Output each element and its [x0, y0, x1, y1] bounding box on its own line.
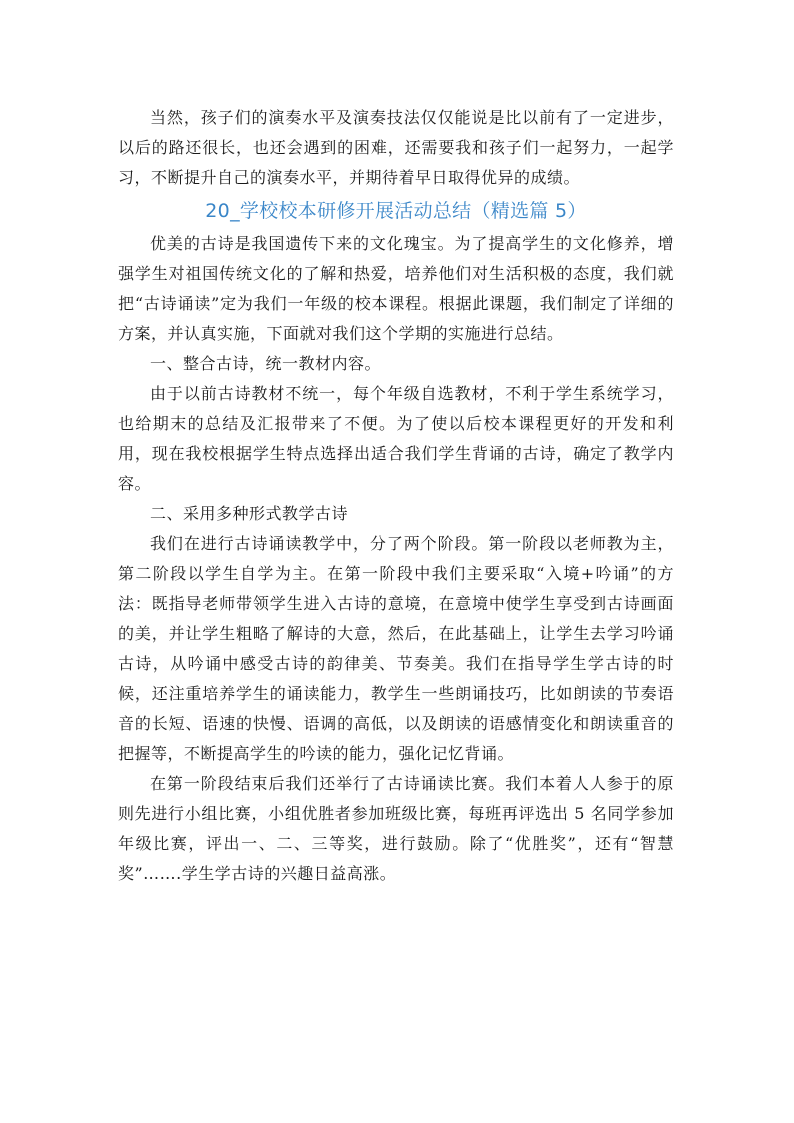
paragraph-section-2: 我们在进行古诗诵读教学中，分了两个阶段。第一阶段以老师教为主，第二阶段以学生自学为主。在第一阶段中我们主要采取“入境+吟诵”的方法：既指导老师带领学生进入古诗的意境，在意境中使学生享受到古诗画面的美，并让学生粗略了解诗的大意，然后，在此基础上，让学生去学习吟诵古诗，从吟诵中感受古诗的韵律美、节奏美。我们在指导学生学古诗的时候，还注重培养学生的诵读能力，教学生一些朗诵技巧，比如朗读的节奏语音的长短、语速的快慢、语调的高低，以及朗读的语感情变化和朗读重音的把握等，不断提高学生的吟读的能力，强化记忆背诵。: [118, 534, 674, 763]
paragraph-competition: 在第一阶段结束后我们还举行了古诗诵读比赛。我们本着人人参于的原则先进行小组比赛，小组优胜者参加班级比赛，每班再评选出 5 名同学参加年级比赛，评出一、二、三等奖，进行鼓励。除了“优胜奖”，还有“智慧奖”…….学生学古诗的兴趣日益高涨。: [118, 774, 674, 883]
document-page: [118, 103, 674, 889]
section-title: 20_学校校本研修开展活动总结（精选篇 5）: [205, 200, 587, 222]
section-heading-2: 二、采用多种形式教学古诗: [150, 504, 349, 523]
paragraph-section-1: 由于以前古诗教材不统一，每个年级自选教材，不利于学生系统学习，也给期末的总结及汇报带来了不便。为了使以后校本课程更好的开发和利用，现在我校根据学生特点选择出适合我们学生背诵的古诗，确定了教学内容。: [118, 384, 674, 493]
intro-paragraph: 当然，孩子们的演奏水平及演奏技法仅仅能说是比以前有了一定进步，以后的路还很长，也还会遇到的困难，还需要我和孩子们一起努力，一起学习，不断提升自己的演奏水平，并期待着早日取得优异的成绩。: [118, 108, 674, 187]
paragraph-preface: 优美的古诗是我国遗传下来的文化瑰宝。为了提高学生的文化修养，增强学生对祖国传统文化的了解和热爱，培养他们对生活积极的态度，我们就把“古诗诵读”定为我们一年级的校本课程。根据此课题，我们制定了详细的方案，并认真实施，下面就对我们这个学期的实施进行总结。: [118, 234, 674, 343]
section-heading-1: 一、整合古诗，统一教材内容。: [150, 354, 382, 373]
